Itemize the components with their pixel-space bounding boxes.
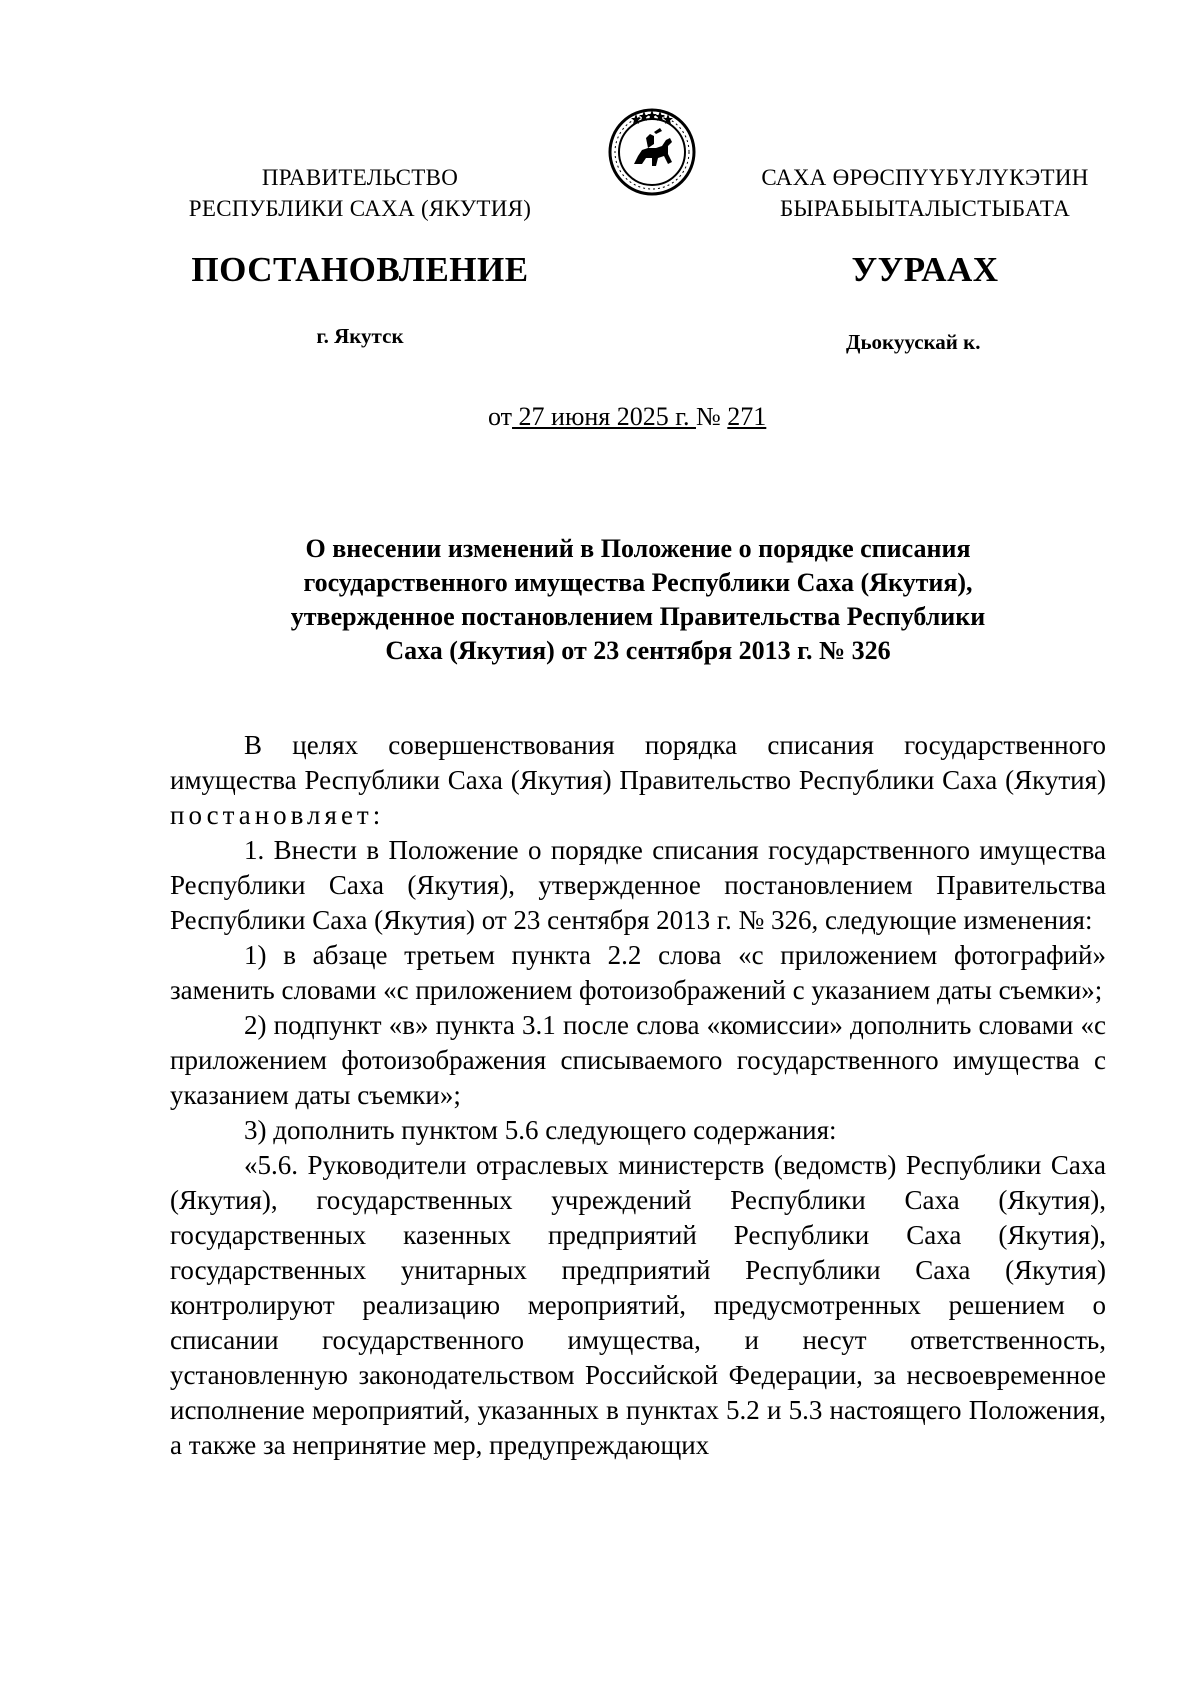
- title-line2: государственного имущества Республики Саха (Якутия),: [303, 568, 973, 597]
- preamble-resolves: постановляет:: [170, 800, 385, 830]
- right-org-line2: БЫРАБЫЫТАЛЫСТЫБАТА: [779, 196, 1071, 221]
- title-line3: утвержденное постановлением Правительства Республики: [290, 602, 986, 631]
- coat-of-arms-emblem: [606, 104, 698, 196]
- right-organization: [725, 162, 1125, 224]
- paragraph-subitem-3: 3) дополнить пунктом 5.6 следующего содержания:: [244, 1115, 837, 1145]
- paragraph-subitem-2: 2) подпункт «в» пункта 3.1 после слова «комиссии» дополнить словами «с приложением фотоизображения списываемого государственного имущества с указанием даты съемки»;: [170, 1010, 1106, 1110]
- right-org-line1: САХА ӨРӨСПҮҮБҮЛҮКЭТИН: [761, 165, 1089, 190]
- left-city: г. Якутск: [316, 324, 404, 348]
- left-org-line1: ПРАВИТЕЛЬСТВО: [261, 165, 459, 190]
- date-prefix: от: [488, 402, 513, 431]
- left-doc-type: ПОСТАНОВЛЕНИЕ: [191, 250, 529, 289]
- preamble-text: В целях совершенствования порядка списания государственного имущества Республики Саха (Якутия) Правительство Республики Саха (Якутия): [170, 730, 1106, 795]
- paragraph-item-1: 1. Внести в Положение о порядке списания государственного имущества Республики Саха (Якутия), утвержденное постановлением Правительства Республики Саха (Якутия) от 23 сентября 2013 г. № 326, следующие изменения:: [170, 835, 1106, 935]
- left-org-line2: РЕСПУБЛИКИ САХА (ЯКУТИЯ): [188, 196, 532, 221]
- title-line4: Саха (Якутия) от 23 сентября 2013 г. № 326: [385, 636, 891, 665]
- left-organization: [160, 162, 560, 224]
- number-sign: №: [695, 402, 728, 431]
- right-doc-type: УУРААХ: [851, 250, 999, 289]
- date-value: 27 июня 2025 г.: [512, 402, 696, 431]
- paragraph-clause-5-6: «5.6. Руководители отраслевых министерств (ведомств) Республики Саха (Якутия), государственных учреждений Республики Саха (Якутия), государственных казенных предприятий Республики Саха (Якутия), государственных унитарных предприятий Республики Саха (Якутия) контролируют реализацию мероприятий, предусмотренных решением о списании государственного имущества, и несут ответственность, установленную законодательством Российской Федерации, за несвоевременное исполнение мероприятий, указанных в пунктах 5.2 и 5.3 настоящего Положения, а также за непринятие мер, предупреждающих: [170, 1150, 1106, 1460]
- paragraph-subitem-1: 1) в абзаце третьем пункта 2.2 слова «с приложением фотографий» заменить словами «с приложением фотоизображений с указанием даты съемки»;: [170, 940, 1106, 1005]
- number-value: 271: [727, 402, 767, 431]
- paragraph-preamble: [170, 728, 1106, 833]
- document-body: [170, 728, 1106, 1463]
- document-title: [170, 532, 1106, 668]
- title-line1: О внесении изменений в Положение о порядке списания: [305, 534, 971, 563]
- right-city: Дьокуускай к.: [846, 330, 981, 354]
- document-date-number: [488, 402, 766, 432]
